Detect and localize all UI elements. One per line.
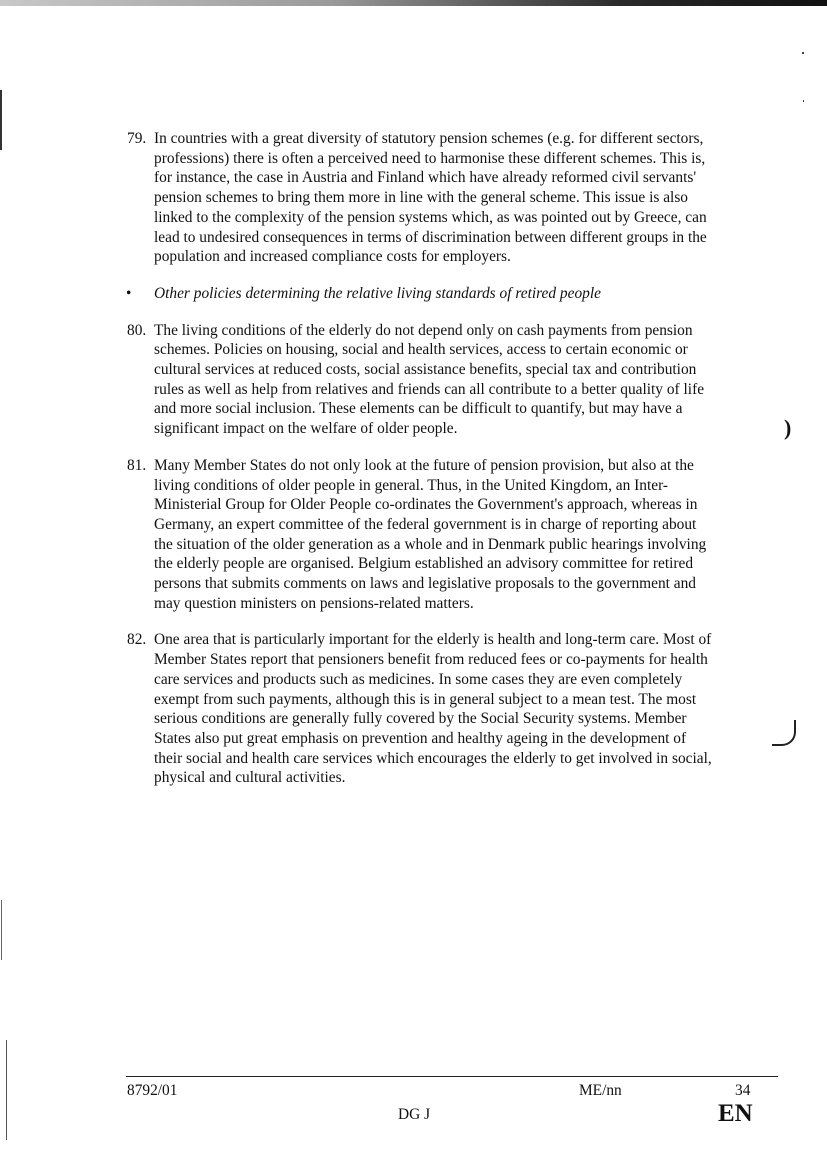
paragraph-text: The living conditions of the elderly do not depend only on cash payments from pension schemes. Policies on housing, social and health services, access to certain economic or cultural services at reduced costs, social assistance benefits, special tax and contribution rules as well as help from relatives and friends can all contribute to a better quality of life and more social inclusion. These elements can be difficult to quantify, but may have a significant impact on the welfare of older people.: [154, 321, 705, 438]
scan-margin-mark: [772, 720, 796, 746]
footer-page-number: 34: [735, 1082, 751, 1099]
paragraph-number: 80.: [127, 321, 147, 339]
footer-initials: ME/nn: [579, 1082, 622, 1099]
document-body: [126, 129, 712, 805]
paragraph-79: [126, 129, 712, 267]
footer-language: EN: [718, 1100, 753, 1127]
paragraph-text: One area that is particularly important for the elderly is health and long-term care. Most of Member States report that pensioners benefit from reduced fees or co-payments for health care services and products such as medicines. In some cases they are even completely exempt from such payments, although this is in general subject to a mean test. The most serious conditions are generally fully covered by the Social Security systems. Member States also put great emphasis on prevention and healthy ageing in the development of their social and health care services which encourages the elderly to get involved in social, physical and cultural activities.: [154, 631, 712, 787]
paragraph-number: 82.: [127, 631, 147, 649]
paragraph-number: 79.: [127, 130, 147, 147]
paragraph-text: Many Member States do not only look at the future of pension provision, but also at the living conditions of older people in general. Thus, in the United Kingdom, an Inter-Ministerial Group for Older People co-ordinates the Government's approach, whereas in Germany, an expert committee of the federal government is in charge of reporting about the situation of the older generation as a whole and in Denmark public hearings involving the elderly people are organised. Belgium established an advisory committee for retired persons that submits comments on laws and legislative proposals to the government and may question ministers on pensions-related matters.: [154, 456, 707, 612]
footer-rule: [126, 1076, 778, 1077]
scan-left-edge-mark: [0, 90, 2, 150]
scan-top-edge: [0, 0, 827, 6]
paragraph-80: [126, 321, 712, 439]
section-heading-text: Other policies determining the relative living standards of retired people: [154, 284, 601, 302]
paragraph-82: [126, 630, 712, 788]
bullet-icon: •: [126, 284, 132, 302]
footer-directorate: DG J: [398, 1106, 431, 1123]
footer-doc-number: 8792/01: [127, 1082, 178, 1099]
scan-left-edge-mark: [1, 900, 2, 960]
scan-speck: [803, 100, 804, 102]
scan-left-edge-mark: [6, 1040, 7, 1140]
paragraph-81: [126, 456, 712, 614]
paragraph-text: In countries with a great diversity of statutory pension schemes (e.g. for different sectors, professions) there is often a perceived need to harmonise these different schemes. This is, for instance, the case in Austria and Finland which have already reformed civil servants' pension schemes to bring them more in line with the general scheme. This issue is also linked to the complexity of the pension systems which, as was pointed out by Greece, can lead to undesired consequences in terms of discrimination between different groups in the population and increased compliance costs for employers.: [154, 130, 707, 266]
section-heading: [126, 284, 712, 304]
paragraph-number: 81.: [127, 456, 147, 474]
scan-speck: [802, 52, 804, 54]
scan-margin-mark: ): [784, 415, 792, 440]
